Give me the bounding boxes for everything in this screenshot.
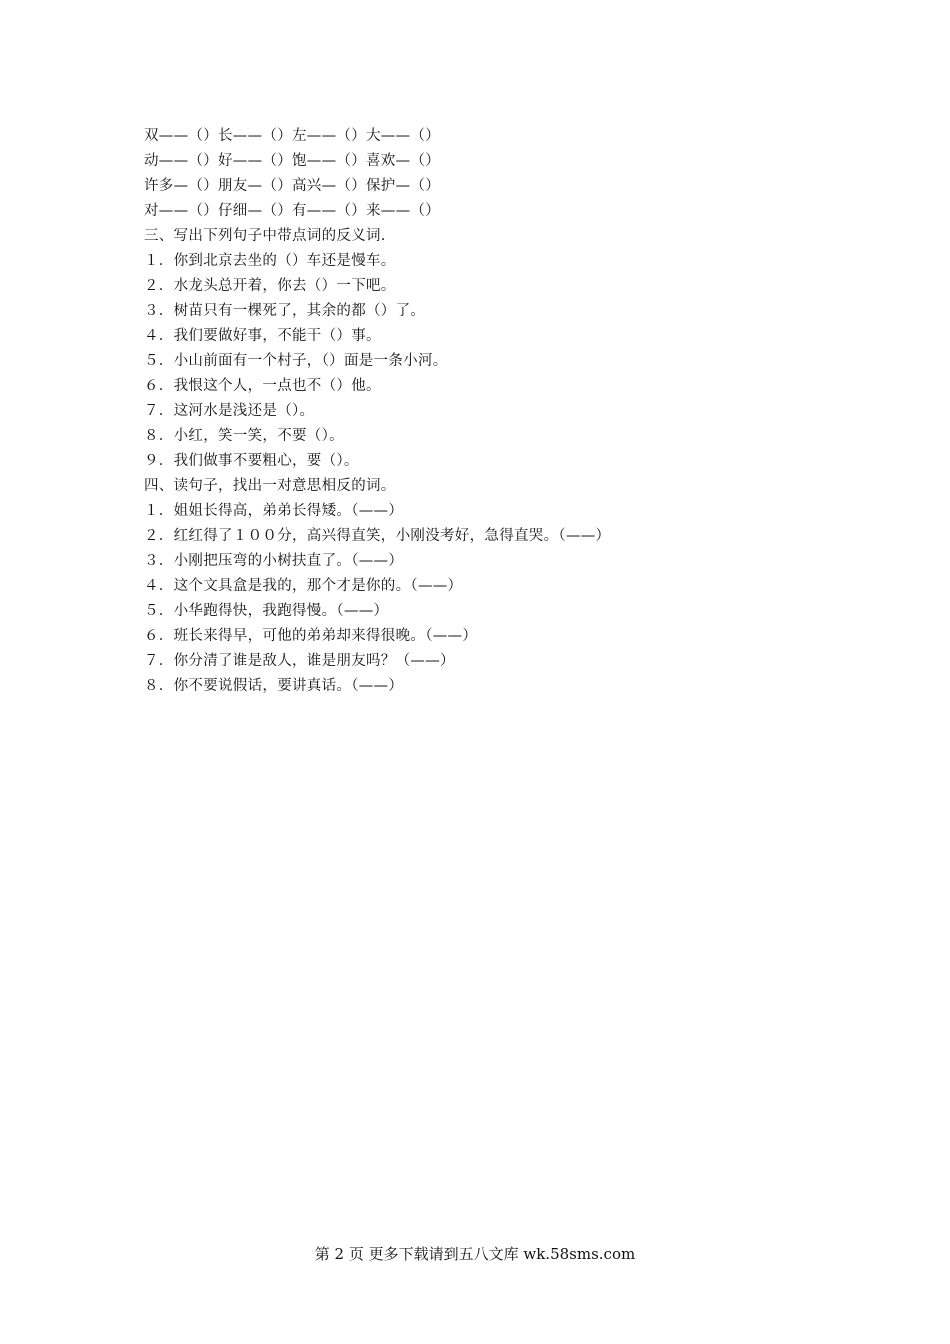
section-4-item: ８．你不要说假话，要讲真话。（——）	[144, 678, 404, 694]
section-3-item: ２．水龙头总开着，你去（）一下吧。	[144, 278, 396, 294]
section-3-item: ３．树苗只有一棵死了，其余的都（）了。	[144, 303, 426, 319]
section-4-item: ２．红红得了１００分，高兴得直笑，小刚没考好，急得直哭。（——）	[144, 528, 611, 544]
section-4-item: ６．班长来得早，可他的弟弟却来得很晚。（——）	[144, 628, 478, 644]
document-body	[144, 124, 844, 699]
word-pair-row: 许多—（）朋友—（）高兴—（）保护—（）	[144, 178, 440, 194]
section-4-item: １．姐姐长得高，弟弟长得矮。（——）	[144, 503, 404, 519]
section-4-item: ４．这个文具盒是我的，那个才是你的。（——）	[144, 578, 463, 594]
section-4-item: ３．小刚把压弯的小树扶直了。（——）	[144, 553, 404, 569]
section-3-item: ８．小红，笑一笑，不要（）。	[144, 428, 344, 444]
section-3-item: ５．小山前面有一个村子，（）面是一条小河。	[144, 353, 448, 369]
section-3-heading: 三、写出下列句子中带点词的反义词.	[144, 228, 386, 244]
section-3-item: ６．我恨这个人，一点也不（）他。	[144, 378, 381, 394]
section-3-item: ７．这河水是浅还是（）。	[144, 403, 315, 419]
section-4-heading: 四、读句子，找出一对意思相反的词。	[144, 478, 396, 494]
page-footer: 第 2 页 更多下载请到五八文库 wk.58sms.com	[314, 1245, 636, 1263]
word-pair-row: 对——（）仔细—（）有——（）来——（）	[144, 203, 440, 219]
section-3-item: １．你到北京去坐的（）车还是慢车。	[144, 253, 396, 269]
word-pair-row: 双——（）长——（）左——（）大——（）	[144, 128, 440, 144]
section-4-item: ７．你分清了谁是敌人，谁是朋友吗？（——）	[144, 653, 455, 669]
word-pair-row: 动——（）好——（）饱——（）喜欢—（）	[144, 153, 440, 169]
section-4-item: ５．小华跑得快，我跑得慢。（——）	[144, 603, 389, 619]
section-3-item: ４．我们要做好事，不能干（）事。	[144, 328, 381, 344]
section-3-item: ９．我们做事不要粗心，要（）。	[144, 453, 359, 469]
